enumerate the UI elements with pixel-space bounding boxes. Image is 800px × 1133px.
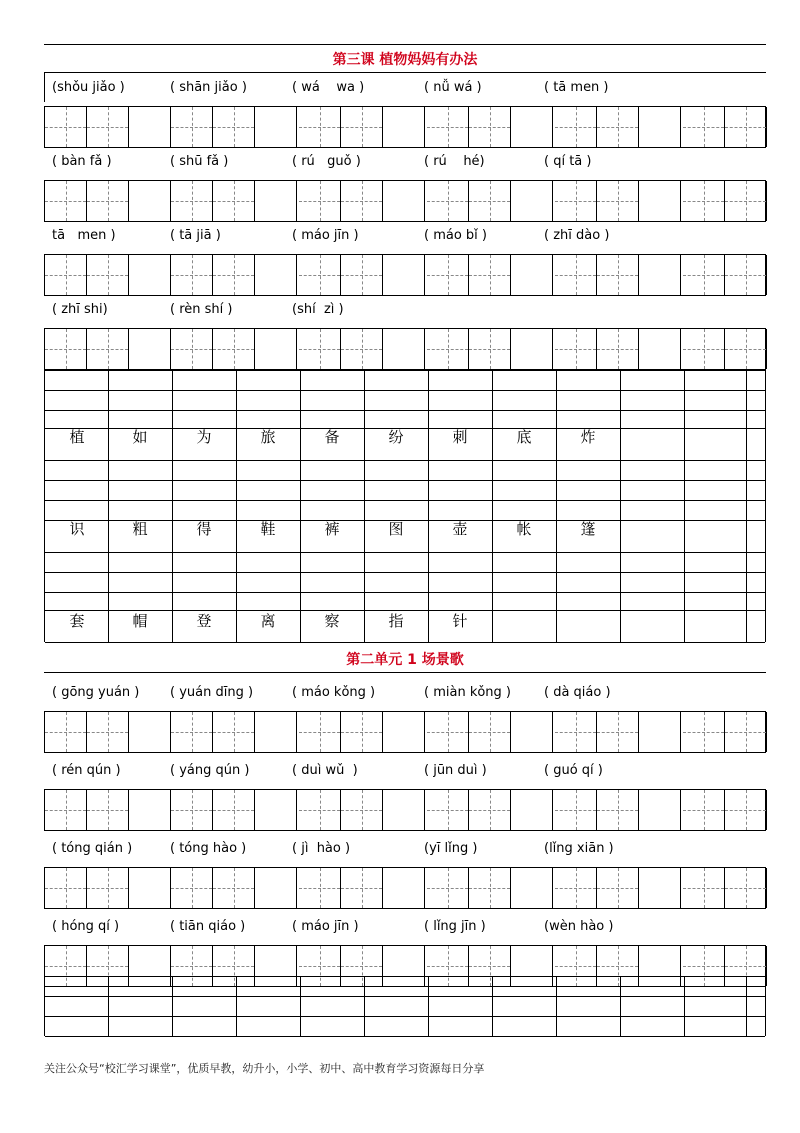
hanzi-character: 旅 <box>260 428 276 446</box>
hanzi-character: 帐 <box>516 520 532 538</box>
writing-cell[interactable] <box>255 181 297 221</box>
writing-grid-row <box>44 180 766 222</box>
writing-cell[interactable] <box>725 790 767 830</box>
writing-cell[interactable] <box>129 181 171 221</box>
pinyin-word: ( jūn duì ) <box>424 763 487 778</box>
writing-cell[interactable] <box>639 329 681 369</box>
pinyin-word: ( gōng yuán ) <box>52 685 140 700</box>
hanzi-character: 察 <box>324 612 340 630</box>
writing-cell[interactable] <box>341 868 383 908</box>
pinyin-block-1 <box>44 72 766 362</box>
hanzi-character: 刺 <box>452 428 468 446</box>
writing-cell[interactable] <box>639 790 681 830</box>
hanzi-character: 帽 <box>132 612 148 630</box>
pinyin-row <box>44 677 766 707</box>
writing-cell[interactable] <box>555 255 597 295</box>
writing-cell[interactable] <box>383 255 425 295</box>
writing-grid-row <box>44 789 766 831</box>
writing-cell[interactable] <box>45 107 87 147</box>
hanzi-character: 图 <box>388 520 404 538</box>
pinyin-word: ( dà qiáo ) <box>544 685 611 700</box>
writing-cell[interactable] <box>383 868 425 908</box>
pinyin-word: ( zhī shi) <box>52 302 108 317</box>
writing-cell[interactable] <box>255 329 297 369</box>
writing-cell[interactable] <box>725 107 767 147</box>
writing-cell[interactable] <box>597 868 639 908</box>
writing-cell[interactable] <box>725 255 767 295</box>
pinyin-row <box>44 911 766 941</box>
writing-cell[interactable] <box>171 107 213 147</box>
writing-cell[interactable] <box>213 181 255 221</box>
writing-cell[interactable] <box>511 107 553 147</box>
hanzi-character: 炸 <box>580 428 596 446</box>
writing-cell[interactable] <box>171 712 213 752</box>
writing-cell[interactable] <box>427 790 469 830</box>
writing-cell[interactable] <box>555 107 597 147</box>
writing-cell[interactable] <box>299 181 341 221</box>
pinyin-word: ( rú hé) <box>424 154 485 169</box>
writing-cell[interactable] <box>299 329 341 369</box>
writing-cell[interactable] <box>639 255 681 295</box>
writing-cell[interactable] <box>555 712 597 752</box>
pinyin-word: ( guó qí ) <box>544 763 603 778</box>
writing-cell[interactable] <box>511 255 553 295</box>
hanzi-character: 得 <box>196 520 212 538</box>
hanzi-character: 壶 <box>452 520 468 538</box>
pinyin-word: ( máo bǐ ) <box>424 228 487 243</box>
pinyin-word: ( zhī dào ) <box>544 228 610 243</box>
writing-cell[interactable] <box>683 181 725 221</box>
pinyin-word: (yī lǐng ) <box>424 841 478 856</box>
writing-cell[interactable] <box>639 181 681 221</box>
writing-cell[interactable] <box>45 712 87 752</box>
pinyin-word: ( rèn shí ) <box>170 302 233 317</box>
pinyin-word: ( miàn kǒng ) <box>424 685 511 700</box>
pinyin-word: ( wá wa ) <box>292 80 365 95</box>
writing-cell[interactable] <box>171 181 213 221</box>
writing-grid-row <box>44 328 766 370</box>
writing-cell[interactable] <box>255 790 297 830</box>
writing-cell[interactable] <box>87 868 129 908</box>
hanzi-character: 底 <box>516 428 532 446</box>
writing-cell[interactable] <box>683 255 725 295</box>
writing-cell[interactable] <box>597 255 639 295</box>
hanzi-character: 套 <box>69 612 85 630</box>
writing-cell[interactable] <box>171 868 213 908</box>
writing-cell[interactable] <box>213 712 255 752</box>
hanzi-character: 登 <box>196 612 212 630</box>
writing-cell[interactable] <box>597 712 639 752</box>
pinyin-word: ( qí tā ) <box>544 154 592 169</box>
writing-cell[interactable] <box>129 712 171 752</box>
writing-cell[interactable] <box>213 107 255 147</box>
writing-cell[interactable] <box>341 329 383 369</box>
writing-cell[interactable] <box>129 255 171 295</box>
hanzi-character: 裤 <box>324 520 340 538</box>
writing-cell[interactable] <box>87 712 129 752</box>
writing-grid-row <box>44 106 766 148</box>
writing-cell[interactable] <box>87 181 129 221</box>
pinyin-word: ( tā men ) <box>544 80 609 95</box>
writing-cell[interactable] <box>383 329 425 369</box>
character-table <box>44 370 766 642</box>
writing-cell[interactable] <box>597 790 639 830</box>
writing-cell[interactable] <box>511 790 553 830</box>
pinyin-row <box>44 72 766 102</box>
hanzi-character: 为 <box>196 428 212 446</box>
writing-cell[interactable] <box>427 329 469 369</box>
pinyin-row <box>44 755 766 785</box>
hanzi-character: 离 <box>260 612 276 630</box>
writing-cell[interactable] <box>129 790 171 830</box>
writing-cell[interactable] <box>427 107 469 147</box>
pinyin-word: ( duì wǔ ) <box>292 763 358 778</box>
writing-cell[interactable] <box>341 181 383 221</box>
writing-cell[interactable] <box>427 712 469 752</box>
pinyin-word: ( yáng qún ) <box>170 763 250 778</box>
pinyin-word: ( jì hào ) <box>292 841 351 856</box>
writing-cell[interactable] <box>555 790 597 830</box>
pinyin-row <box>44 220 766 250</box>
writing-cell[interactable] <box>129 107 171 147</box>
writing-cell[interactable] <box>555 181 597 221</box>
writing-cell[interactable] <box>639 107 681 147</box>
writing-cell[interactable] <box>511 868 553 908</box>
writing-cell[interactable] <box>683 868 725 908</box>
writing-cell[interactable] <box>341 255 383 295</box>
pinyin-word: ( lǐng jīn ) <box>424 919 486 934</box>
writing-cell[interactable] <box>299 790 341 830</box>
writing-cell[interactable] <box>129 329 171 369</box>
pinyin-word: ( máo jīn ) <box>292 919 359 934</box>
writing-cell[interactable] <box>255 255 297 295</box>
writing-cell[interactable] <box>683 790 725 830</box>
pinyin-word: ( tiān qiáo ) <box>170 919 246 934</box>
hanzi-character: 备 <box>324 428 340 446</box>
writing-cell[interactable] <box>725 712 767 752</box>
writing-grid-row <box>44 711 766 753</box>
writing-grid-row <box>44 867 766 909</box>
writing-cell[interactable] <box>341 107 383 147</box>
section-rule-2 <box>44 672 766 673</box>
writing-cell[interactable] <box>255 868 297 908</box>
writing-cell[interactable] <box>469 107 511 147</box>
writing-cell[interactable] <box>341 712 383 752</box>
writing-cell[interactable] <box>725 868 767 908</box>
writing-cell[interactable] <box>469 329 511 369</box>
writing-cell[interactable] <box>129 868 171 908</box>
writing-grid-row <box>44 254 766 296</box>
hanzi-character: 篷 <box>580 520 596 538</box>
writing-cell[interactable] <box>45 790 87 830</box>
pinyin-block-2 <box>44 677 766 977</box>
writing-cell[interactable] <box>383 107 425 147</box>
hanzi-character: 针 <box>452 612 468 630</box>
writing-cell[interactable] <box>299 868 341 908</box>
hanzi-character: 鞋 <box>260 520 276 538</box>
writing-cell[interactable] <box>469 868 511 908</box>
pinyin-row <box>44 833 766 863</box>
pinyin-word: ( shū fǎ ) <box>170 154 229 169</box>
writing-cell[interactable] <box>45 255 87 295</box>
hanzi-character: 纷 <box>388 428 404 446</box>
pinyin-word: (wèn hào ) <box>544 919 614 934</box>
writing-cell[interactable] <box>597 329 639 369</box>
pinyin-word: (shí zì ) <box>292 302 344 317</box>
writing-cell[interactable] <box>469 181 511 221</box>
writing-cell[interactable] <box>87 329 129 369</box>
writing-cell[interactable] <box>213 868 255 908</box>
writing-cell[interactable] <box>171 329 213 369</box>
writing-cell[interactable] <box>427 868 469 908</box>
hanzi-character: 如 <box>132 428 148 446</box>
writing-cell[interactable] <box>639 712 681 752</box>
writing-cell[interactable] <box>45 329 87 369</box>
section-title-2: 第二单元 1 场景歌 <box>346 652 464 668</box>
writing-cell[interactable] <box>555 868 597 908</box>
pinyin-row <box>44 146 766 176</box>
writing-cell[interactable] <box>683 329 725 369</box>
writing-cell[interactable] <box>511 329 553 369</box>
pinyin-word: ( bàn fǎ ) <box>52 154 112 169</box>
writing-cell[interactable] <box>383 790 425 830</box>
writing-cell[interactable] <box>255 712 297 752</box>
section-title-1: 第三课 植物妈妈有办法 <box>332 52 478 68</box>
pinyin-word: ( hóng qí ) <box>52 919 120 934</box>
writing-cell[interactable] <box>639 868 681 908</box>
writing-cell[interactable] <box>87 255 129 295</box>
writing-cell[interactable] <box>171 255 213 295</box>
writing-cell[interactable] <box>427 181 469 221</box>
hanzi-character: 识 <box>69 520 85 538</box>
pinyin-word: (lǐng xiān ) <box>544 841 614 856</box>
writing-cell[interactable] <box>87 107 129 147</box>
writing-cell[interactable] <box>725 181 767 221</box>
writing-cell[interactable] <box>511 712 553 752</box>
writing-cell[interactable] <box>683 712 725 752</box>
writing-cell[interactable] <box>299 255 341 295</box>
writing-cell[interactable] <box>87 790 129 830</box>
writing-cell[interactable] <box>341 790 383 830</box>
writing-cell[interactable] <box>555 329 597 369</box>
writing-cell[interactable] <box>213 255 255 295</box>
writing-cell[interactable] <box>299 107 341 147</box>
writing-cell[interactable] <box>45 181 87 221</box>
writing-cell[interactable] <box>427 255 469 295</box>
hanzi-character: 植 <box>69 428 85 446</box>
hanzi-character: 粗 <box>132 520 148 538</box>
pinyin-word: ( tóng qián ) <box>52 841 133 856</box>
pinyin-word: ( shān jiǎo ) <box>170 80 247 95</box>
writing-cell[interactable] <box>469 790 511 830</box>
blank-table <box>44 976 766 1036</box>
pinyin-word: tā men ) <box>52 228 116 243</box>
pinyin-word: (shǒu jiǎo ) <box>52 80 125 95</box>
pinyin-word: ( rén qún ) <box>52 763 121 778</box>
writing-cell[interactable] <box>171 790 213 830</box>
pinyin-row <box>44 294 766 324</box>
pinyin-word: ( tóng hào ) <box>170 841 247 856</box>
writing-cell[interactable] <box>725 329 767 369</box>
pinyin-word: ( nǚ wá ) <box>424 80 482 95</box>
writing-cell[interactable] <box>255 107 297 147</box>
writing-cell[interactable] <box>597 107 639 147</box>
hanzi-character: 指 <box>388 612 404 630</box>
pinyin-word: ( yuán dīng ) <box>170 685 254 700</box>
writing-cell[interactable] <box>597 181 639 221</box>
writing-cell[interactable] <box>383 712 425 752</box>
writing-cell[interactable] <box>45 868 87 908</box>
writing-cell[interactable] <box>299 712 341 752</box>
pinyin-word: ( máo kǒng ) <box>292 685 376 700</box>
pinyin-word: ( rú guǒ ) <box>292 154 361 169</box>
pinyin-word: ( máo jīn ) <box>292 228 359 243</box>
writing-cell[interactable] <box>683 107 725 147</box>
top-rule <box>44 44 766 45</box>
writing-cell[interactable] <box>213 790 255 830</box>
writing-cell[interactable] <box>469 712 511 752</box>
pinyin-word: ( tā jiā ) <box>170 228 221 243</box>
writing-cell[interactable] <box>383 181 425 221</box>
footer-note: 关注公众号“校汇学习课堂”，优质早教，幼升小，小学、初中、高中教育学习资源每日分享 <box>44 1062 485 1075</box>
writing-cell[interactable] <box>511 181 553 221</box>
writing-cell[interactable] <box>213 329 255 369</box>
writing-cell[interactable] <box>469 255 511 295</box>
